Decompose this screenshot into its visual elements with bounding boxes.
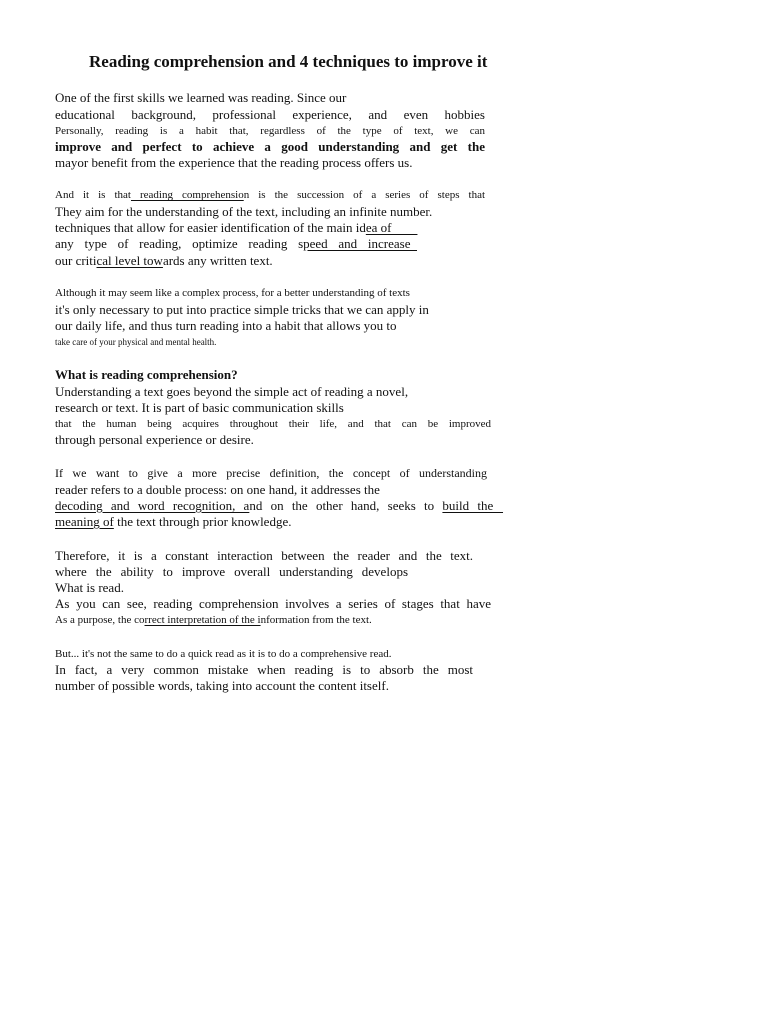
paragraph-1-line-5: mayor benefit from the experience that the reading process offers us.	[55, 155, 413, 170]
text-run: nd on the other hand, seeks to	[249, 498, 443, 513]
paragraph-2-line-5	[55, 253, 485, 269]
section-paragraph-2-line-4	[55, 514, 485, 530]
text-run: As a purpose, the co	[55, 614, 145, 626]
underlined-text: peed and increase	[303, 236, 417, 251]
paragraph-1-line-3: Personally, reading is a habit that, regardless of the type of text, we can	[55, 125, 485, 137]
section-paragraph-4-line-3: number of possible words, taking into account the content itself.	[55, 678, 389, 693]
section-paragraph-3-line-3: What is read.	[55, 580, 124, 595]
paragraph-2-line-4	[55, 236, 417, 252]
text-run: nformation from the text.	[260, 614, 372, 626]
text-run: techniques that allow for easier identification of the main id	[55, 220, 366, 235]
text-run: And it is that	[55, 189, 131, 201]
page-title: Reading comprehension and 4 techniques to improve it	[89, 52, 488, 71]
underlined-text: build the	[442, 498, 504, 513]
section-paragraph-2-line-3	[55, 498, 503, 514]
paragraph-1-line-2: educational background, professional experience, and even hobbies	[55, 107, 485, 122]
paragraph-1-line-1: One of the first skills we learned was reading. Since our	[55, 90, 347, 105]
underlined-text: decoding and wo	[55, 498, 154, 513]
paragraph-3-line-3: our daily life, and thus turn reading into a habit that allows you to	[55, 318, 397, 333]
section-paragraph-3-line-2: where the ability to improve overall understanding develops	[55, 564, 408, 579]
text-run: n is the succession of a series of steps that	[243, 189, 486, 201]
section-paragraph-4-line-1: But... it's not the same to do a quick read as it is to do a comprehensive read.	[55, 648, 392, 660]
section-heading: What is reading comprehension?	[55, 367, 238, 382]
section-paragraph-3-line-4: As you can see, reading comprehension involves a series of stages that have	[55, 596, 491, 611]
section-paragraph-4-line-2: In fact, a very common mistake when reading is to absorb the most	[55, 662, 473, 677]
section-paragraph-2-line-1: If we want to give a more precise definition, the concept of understanding	[55, 466, 487, 480]
paragraph-3-line-4: take care of your physical and mental health.	[55, 337, 217, 347]
underlined-text: cal level tow	[96, 253, 163, 268]
paragraph-3-line-2: it's only necessary to put into practice simple tricks that we can apply in	[55, 302, 429, 317]
paragraph-2-line-1	[55, 187, 485, 203]
section-paragraph-1-line-3: that the human being acquires throughout their life, and that can be improved	[55, 418, 491, 430]
section-paragraph-3-line-1: Therefore, it is a constant interaction between the reader and the text.	[55, 548, 473, 563]
underlined-text: rrect interpretation of the i	[144, 614, 261, 626]
text-run: any type of reading, optimize reading s	[55, 236, 304, 251]
section-paragraph-1-line-2: research or text. It is part of basic communication skills	[55, 400, 344, 415]
underlined-text: ea of	[365, 220, 418, 235]
section-paragraph-1-line-4: through personal experience or desire.	[55, 432, 254, 447]
underlined-text: rd recognition, a	[153, 498, 250, 513]
underlined-text: reading comprehensio	[130, 189, 244, 201]
text-run: ards any written text.	[162, 253, 273, 268]
paragraph-3-line-1: Although it may seem like a complex process, for a better understanding of texts	[55, 287, 410, 299]
paragraph-2-line-2: They aim for the understanding of the text, including an infinite number.	[55, 204, 433, 219]
section-paragraph-3-line-5	[55, 612, 485, 628]
paragraph-2-line-3	[55, 220, 485, 236]
section-paragraph-2-line-2: reader refers to a double process: on one hand, it addresses the	[55, 482, 380, 497]
paragraph-1-line-4: improve and perfect to achieve a good understanding and get the	[55, 139, 485, 154]
section-paragraph-1-line-1: Understanding a text goes beyond the simple act of reading a novel,	[55, 384, 409, 399]
text-run: our criti	[55, 253, 97, 268]
text-run: the text through prior knowledge.	[113, 514, 292, 529]
underlined-text: meaning of	[55, 514, 114, 529]
